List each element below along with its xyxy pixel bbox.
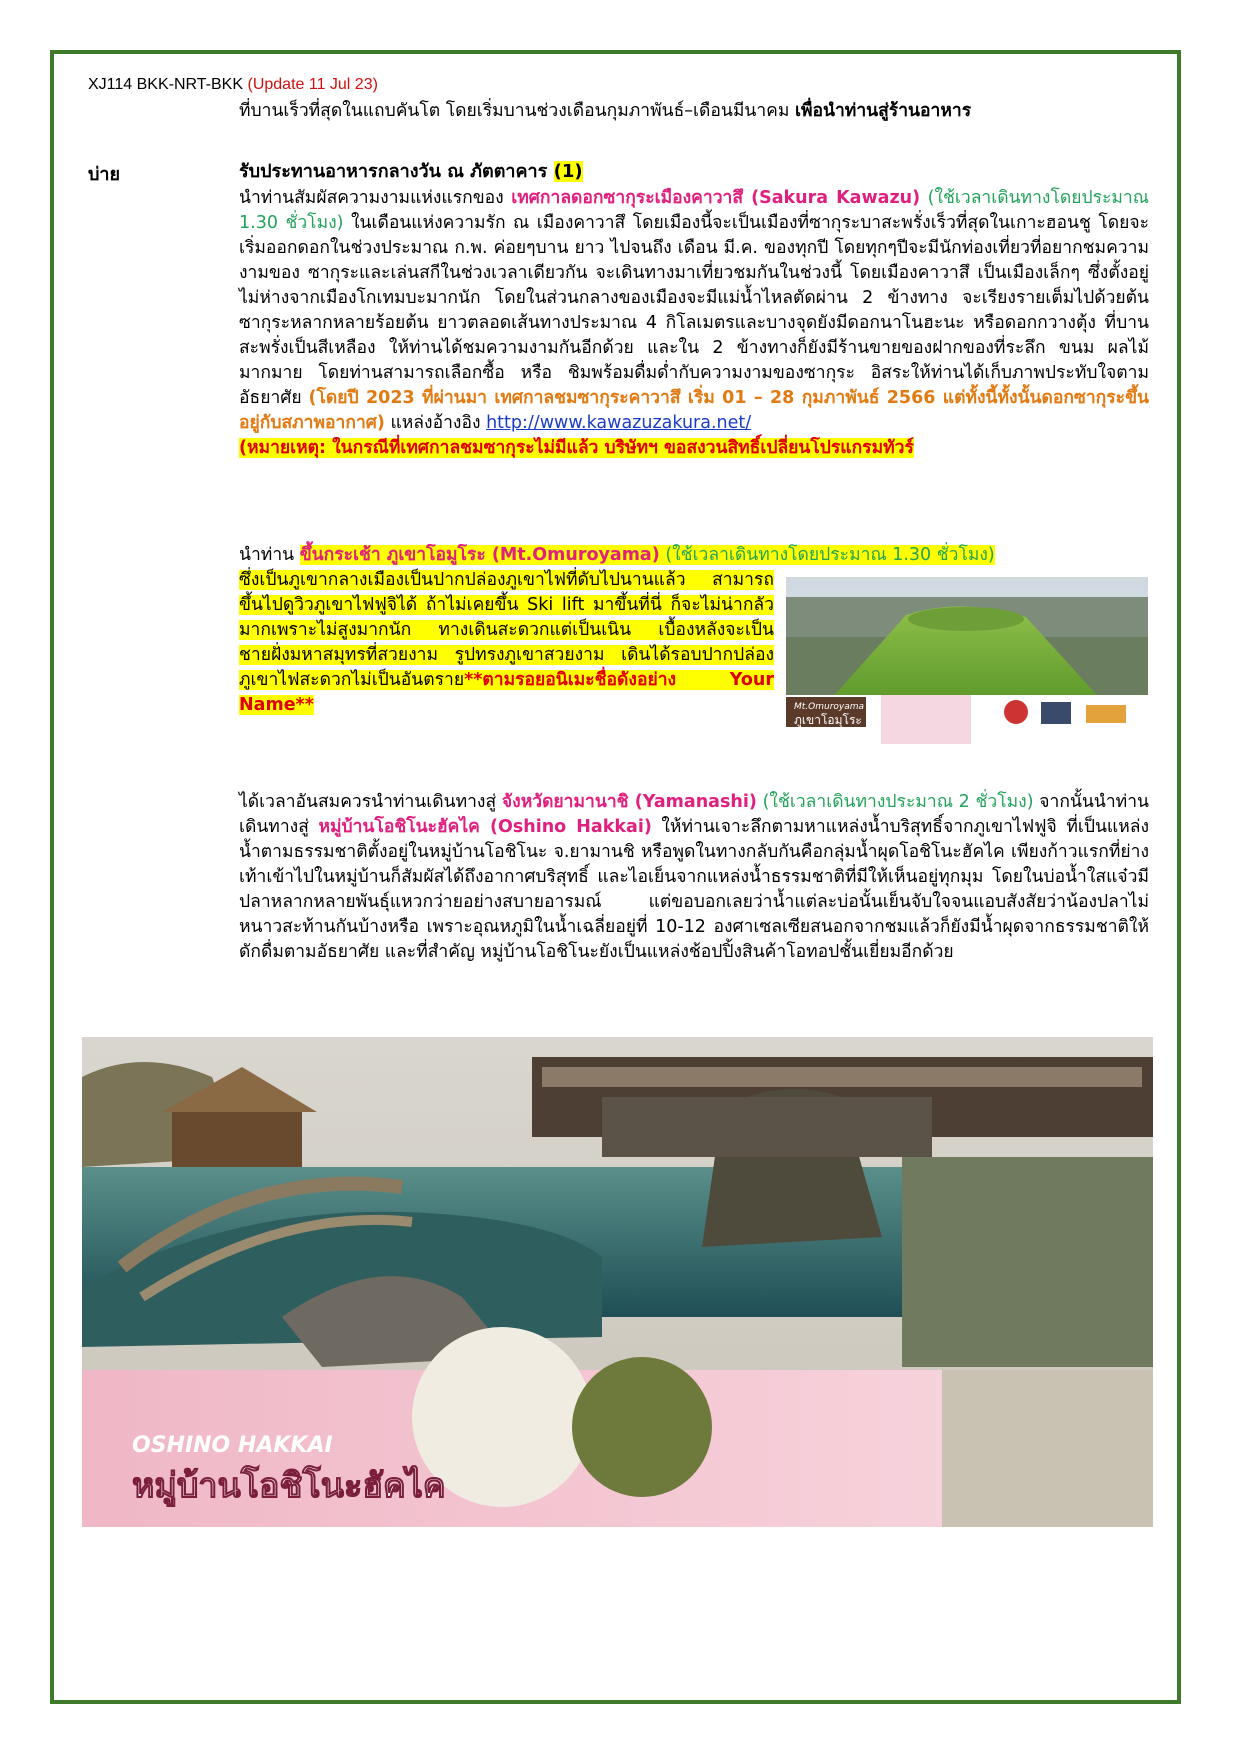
omuro-lead-line xyxy=(239,543,1149,568)
omuro-body: ซึ่งเป็นภูเขากลางเมืองเป็นปากปล่องภูเขาไฟที่ดับไปนานแล้ว สามารถขึ้นไปดูวิวภูเขาไฟฟูจิได้ ถ้าไม่เคยขึ้น Ski lift มาขึ้นที่นี่ ก็จะไม่น่ากลัวมากเพราะไม่สูงมากนัก ทางเดินสะดวกแต่เป็นเนิน เบื้องหลังจะเป็นชายฝั่งมหาสมุทรที่สวยงาม รูปทรงภูเขาสวยงาม เดินได้รอบปากปล่องภูเขาไฟสะดวกไม่เป็นอันตราย xyxy=(239,570,774,690)
intro-bold: เพื่อนำท่านสู่ร้านอาหาร xyxy=(794,101,972,121)
kawazu-link[interactable]: http://www.kawazuzakura.net/ xyxy=(486,413,752,433)
lunch-text: รับประทานอาหารกลางวัน ณ ภัตตาคาร xyxy=(239,161,554,182)
tour-code: XJ114 BKK-NRT-BKK xyxy=(88,76,244,93)
photo-caption-en: Mt.Omuroyama xyxy=(794,702,865,712)
kawazu-paragraph xyxy=(239,186,1149,461)
kawazu-note: (โดยปี 2023 ที่ผ่านมา เทศกาลชมซากุระคาวาสึ เริ่ม 01 – 28 กุมภาพันธ์ 2566 แต่ทั้งนี้ทั้งนั้นดอกซากุระขึ้นอยู่กับสภาพอากาศ) xyxy=(239,388,1150,433)
oshino-paragraph xyxy=(239,790,1149,965)
ref-label: แหล่งอ้างอิง xyxy=(384,413,487,433)
meal-number: (1) xyxy=(553,161,583,182)
omuro-paragraph xyxy=(239,568,774,718)
update-date: (Update 11 Jul 23) xyxy=(247,76,378,93)
lunch-line xyxy=(239,159,1149,184)
intro-paragraph xyxy=(239,99,1149,124)
kawazu-remark: (หมายเหตุ: ในกรณีที่เทศกาลชมซากุระไม่มีแล้ว บริษัทฯ ขอสงวนสิทธิ์เปลี่ยนโปรแกรมทัวร์ xyxy=(239,438,914,458)
kawazu-name: เทศกาลดอกซากุระเมืองคาวาสึ (Sakura Kawazu) xyxy=(511,188,921,208)
oshino-hakkai-photo xyxy=(82,1037,1153,1527)
kawazu-time: (ใช้เวลาเดินทางโดยประมาณ 1.30 ชั่วโมง) xyxy=(239,188,1149,233)
intro-text: ที่บานเร็วที่สุดในแถบคันโต โดยเริ่มบานช่วงเดือนกุมภาพันธ์–เดือนมีนาคม xyxy=(239,101,795,121)
oshino-village-name: หมู่บ้านโอชิโนะฮัคไค (Oshino Hakkai) xyxy=(318,817,652,837)
tour-code-header xyxy=(88,76,378,94)
yamanashi-time: (ใช้เวลาเดินทางประมาณ 2 ชั่วโมง) xyxy=(756,792,1034,812)
omuro-name: ขึ้นกระเช้า ภูเขาโอมูโระ (Mt.Omuroyama) xyxy=(299,545,660,565)
banner-title-th: หมู่บ้านโอชิโนะฮัคไค xyxy=(132,1466,446,1506)
kawazu-lead: นำท่านสัมผัสความงามแห่งแรกของ xyxy=(239,188,512,208)
photo-caption-th: ภูเขาโอมุโระ xyxy=(794,713,862,727)
afternoon-label: บ่าย xyxy=(88,164,121,185)
yamanashi-name: จังหวัดยามานาชิ (Yamanashi) xyxy=(501,792,757,812)
omuro-anime-note: **ตามรอยอนิเมะชื่อดังอย่าง Your Name** xyxy=(239,670,774,715)
omuro-time: (ใช้เวลาเดินทางโดยประมาณ 1.30 ชั่วโมง) xyxy=(659,545,995,565)
omuro-lead: นำท่าน xyxy=(239,545,300,565)
banner-title-en: OSHINO HAKKAI xyxy=(132,1433,333,1458)
kawazu-body: ในเดือนแห่งความรัก ณ เมืองคาวาสึ โดยเมืองนี้จะเป็นเมืองที่ซากุระบาสะพรั่งเร็วที่สุดในเกาะฮอนชู โดยจะเริ่มออกดอกในช่วงประมาณ ก.พ. ค่อยๆบาน ยาว ไปจนถึง เดือน มี.ค. ของทุกปี โดยทุกๆปีจะมีนักท่องเที่ยวที่อยากชมความงามของ ซากุระและเล่นสกีในช่วงเวลาเดียวกัน จะเดินทางมาเที่ยวชมกันในช่วงนี้ โดยเมืองคาวาสึ เป็นเมืองเล็กๆ ซึ่งตั้งอยู่ไม่ห่างจากเมืองโกเทมบะมากนัก โดยในส่วนกลางของเมืองจะมีแม่น้ำไหลตัดผ่าน 2 ข้างทาง จะเรียงรายเต็มไปด้วยต้นซากุระหลากหลายร้อยต้น ยาวตลอดเส้นทางประมาณ 4 กิโลเมตรและบางจุดยังมีดอกนาโนฮะนะ หรือดอกกวางตุ้ง ที่บานสะพรั่งเป็นสีเหลือง ให้ท่านได้ชมความงามกันอีกด้วย และใน 2 ข้างทางก็ยังมีร้านขายของฝากของที่ระลึก ขนม ผลไม้มากมาย โดยท่านสามารถเลือกซื้อ หรือ ชิมพร้อมดื่มด่ำกับความงามของซากุระ อิสระให้ท่านได้เก็บภาพประทับใจตามอัธยาศัย xyxy=(239,213,1149,408)
oshino-connector: จากนั้นนำท่านเดินทางสู่ xyxy=(239,792,1149,837)
oshino-body: ให้ท่านเจาะลึกตามหาแหล่งน้ำบริสุทธิ์จากภูเขาไฟฟูจิ ที่เป็นแหล่งน้ำตามธรรมชาติตั้งอยู่ในหมู่บ้านโอชิโนะ จ.ยามานชิ หรือพูดในทางกลับกันคือกลุ่มน้ำผุดโอชิโนะฮัคไค เพียงก้าวแรกที่ย่างเท้าเข้าไปในหมู่บ้านก็สัมผัสได้ถึงอากาศบริสุทธิ์ และไอเย็นจากแหล่งน้ำธรรมชาติที่มีให้เห็นอยู่ทุกมุม โดยในบ่อน้ำใสแจ๋วมีปลาหลากหลายพันธุ์แหวกว่ายอย่างสบายอารมณ์ แต่ขอบอกเลยว่าน้ำแต่ละบ่อนั้นเย็นจับใจจนแอบสังสัยว่าน้องปลาไม่หนาวสะท้านกันบ้างหรือ เพราะอุณหภูมิในน้ำเฉลี่ยอยู่ที่ 10-12 องศาเซลเซียสนอกจากชมแล้วก็ยังมีน้ำผุดจากธรรมชาติให้ดักดื่มตามอัธยาศัย และที่สำคัญ หมู่บ้านโอชิโนะยังเป็นแหล่งช้อปปิ้งสินค้าโอทอปชั้นเยี่ยมอีกด้วย xyxy=(239,817,1149,962)
omuroyama-photo xyxy=(786,577,1148,744)
oshino-lead: ได้เวลาอันสมควรนำท่านเดินทางสู่ xyxy=(239,792,502,812)
